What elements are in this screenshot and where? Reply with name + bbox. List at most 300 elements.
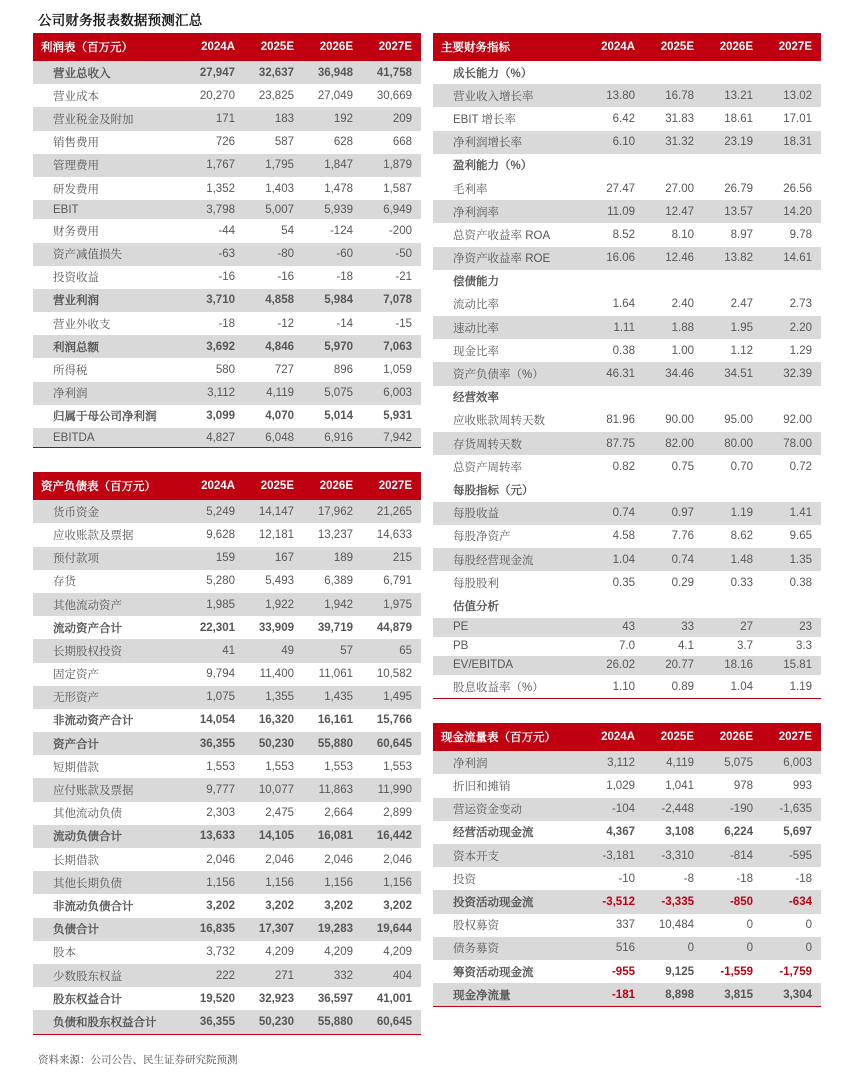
row-value: 17,962 <box>303 500 362 523</box>
table-row <box>33 964 421 987</box>
row-value: -18 <box>762 867 821 890</box>
table-row <box>433 983 821 1006</box>
row-value: 1,403 <box>244 177 303 200</box>
row-label: 销售费用 <box>33 131 185 154</box>
income-statement-head <box>33 33 421 61</box>
table-row <box>33 825 421 848</box>
row-value <box>762 594 821 617</box>
row-value: 13,633 <box>185 825 244 848</box>
row-value: 1,985 <box>185 593 244 616</box>
row-value: 16,835 <box>185 918 244 941</box>
row-value: 32,923 <box>244 987 303 1010</box>
row-value: 16,161 <box>303 709 362 732</box>
row-value: -190 <box>703 798 762 821</box>
row-value: 10,582 <box>362 663 421 686</box>
row-value: 60,645 <box>362 1010 421 1033</box>
row-value: 167 <box>244 547 303 570</box>
table-row <box>433 270 821 293</box>
column-header-2026e: 2026E <box>703 723 762 751</box>
row-value: 1,975 <box>362 593 421 616</box>
row-value: -124 <box>303 219 362 242</box>
row-value: 5,007 <box>244 200 303 219</box>
table-row <box>433 177 821 200</box>
row-value <box>703 61 762 84</box>
row-label: 货币资金 <box>33 500 185 523</box>
table-row <box>433 432 821 455</box>
row-value: -1,635 <box>762 798 821 821</box>
table-row <box>433 751 821 774</box>
column-header-2026e: 2026E <box>303 472 362 500</box>
row-value <box>585 154 644 177</box>
row-value: 1.64 <box>585 293 644 316</box>
row-label: 负债合计 <box>33 918 185 941</box>
column-header-2024a: 2024A <box>185 33 244 61</box>
row-value: 2,046 <box>244 848 303 871</box>
row-label: 营业利润 <box>33 289 185 312</box>
key-indicators-header-label: 主要财务指标 <box>433 33 585 61</box>
row-value: 3,798 <box>185 200 244 219</box>
row-label: 每股净资产 <box>433 525 585 548</box>
row-value: -12 <box>244 312 303 335</box>
table-row <box>33 500 421 523</box>
row-value: 7,942 <box>362 428 421 447</box>
row-label: EV/EBITDA <box>433 656 585 675</box>
table-row <box>433 525 821 548</box>
row-value: 3,202 <box>303 894 362 917</box>
row-value: 27,947 <box>185 61 244 84</box>
row-label: 偿债能力 <box>433 270 585 293</box>
row-value: 1,435 <box>303 686 362 709</box>
row-value: -63 <box>185 243 244 266</box>
row-label: 债务募资 <box>433 937 585 960</box>
table-row <box>33 200 421 219</box>
row-label: 经营活动现金流 <box>433 821 585 844</box>
table-row <box>433 131 821 154</box>
column-header-2027e: 2027E <box>362 472 421 500</box>
row-label: 成长能力（%） <box>433 61 585 84</box>
row-value: -1,559 <box>703 960 762 983</box>
row-value: 32,637 <box>244 61 303 84</box>
table-row <box>433 61 821 84</box>
row-label: 归属于母公司净利润 <box>33 405 185 428</box>
row-label: 非流动资产合计 <box>33 709 185 732</box>
row-value: 23 <box>762 618 821 637</box>
table-row <box>33 547 421 570</box>
row-label: 净利润 <box>433 751 585 774</box>
row-value: 1.35 <box>762 548 821 571</box>
row-label: 流动比率 <box>433 293 585 316</box>
row-value <box>762 154 821 177</box>
row-value: 34.46 <box>644 362 703 385</box>
row-value: 11,990 <box>362 778 421 801</box>
table-row <box>33 570 421 593</box>
row-value: -18 <box>185 312 244 335</box>
row-value: -18 <box>703 867 762 890</box>
row-value: 36,948 <box>303 61 362 84</box>
row-value: 36,355 <box>185 732 244 755</box>
row-value: 5,939 <box>303 200 362 219</box>
row-value: 5,493 <box>244 570 303 593</box>
row-value: 23.19 <box>703 131 762 154</box>
column-header-2027e: 2027E <box>362 33 421 61</box>
row-label: 存货 <box>33 570 185 593</box>
row-value: 580 <box>185 358 244 381</box>
cash-flow-body <box>433 751 821 1006</box>
row-value: 7,063 <box>362 335 421 358</box>
row-value: -814 <box>703 844 762 867</box>
table-row <box>33 289 421 312</box>
row-value: 1,587 <box>362 177 421 200</box>
table-row <box>33 871 421 894</box>
row-value: -200 <box>362 219 421 242</box>
row-value: 1,767 <box>185 154 244 177</box>
row-value: 1,553 <box>362 755 421 778</box>
row-value: 11.09 <box>585 200 644 223</box>
cash-flow-table-wrap <box>433 723 821 1007</box>
row-value: 0 <box>703 937 762 960</box>
row-value: 11,400 <box>244 663 303 686</box>
row-value: 2.73 <box>762 293 821 316</box>
row-value: 0 <box>762 937 821 960</box>
row-value: 183 <box>244 107 303 130</box>
row-value: 1,795 <box>244 154 303 177</box>
row-value: 189 <box>303 547 362 570</box>
row-value: 36,597 <box>303 987 362 1010</box>
balance-sheet-body <box>33 500 421 1033</box>
row-value: -3,512 <box>585 890 644 913</box>
row-value <box>585 478 644 501</box>
table-row <box>433 656 821 675</box>
row-label: 财务费用 <box>33 219 185 242</box>
row-value: 0 <box>762 914 821 937</box>
table-row <box>33 802 421 825</box>
column-header-2027e: 2027E <box>762 723 821 751</box>
income-statement-table <box>33 33 421 447</box>
table-row <box>433 937 821 960</box>
cash-flow-bottom-rule <box>433 1006 821 1007</box>
table-row <box>433 84 821 107</box>
source-note: 资料来源：公司公告、民生证券研究院预测 <box>38 1054 238 1066</box>
table-row <box>33 107 421 130</box>
row-label: 管理费用 <box>33 154 185 177</box>
row-value: 10,077 <box>244 778 303 801</box>
row-value: 50,230 <box>244 1010 303 1033</box>
row-value: 26.56 <box>762 177 821 200</box>
row-label: 应收账款及票据 <box>33 523 185 546</box>
table-row <box>33 1010 421 1033</box>
row-label: 存货周转天数 <box>433 432 585 455</box>
row-value: 41 <box>185 639 244 662</box>
row-value: 5,970 <box>303 335 362 358</box>
row-label: 股东权益合计 <box>33 987 185 1010</box>
row-value: 727 <box>244 358 303 381</box>
table-row <box>433 502 821 525</box>
balance-sheet-head <box>33 472 421 500</box>
row-value: 3,732 <box>185 941 244 964</box>
row-value: -595 <box>762 844 821 867</box>
row-label: 长期借款 <box>33 848 185 871</box>
row-value: 5,075 <box>303 382 362 405</box>
row-value: 3.3 <box>762 637 821 656</box>
row-label: EBIT <box>33 200 185 219</box>
row-value: 0.97 <box>644 502 703 525</box>
row-value <box>762 270 821 293</box>
cash-flow-table <box>433 723 821 1006</box>
row-value: 1,478 <box>303 177 362 200</box>
row-value: 13.82 <box>703 247 762 270</box>
row-value: 36,355 <box>185 1010 244 1033</box>
table-row <box>433 914 821 937</box>
row-value: 587 <box>244 131 303 154</box>
row-label: 短期借款 <box>33 755 185 778</box>
row-value: 159 <box>185 547 244 570</box>
row-label: 其他流动负债 <box>33 802 185 825</box>
row-value: 5,014 <box>303 405 362 428</box>
row-label: 净利润率 <box>433 200 585 223</box>
income-statement-table-wrap <box>33 33 421 448</box>
table-row <box>433 386 821 409</box>
row-label: 流动资产合计 <box>33 616 185 639</box>
row-value: 404 <box>362 964 421 987</box>
row-value: 23,825 <box>244 84 303 107</box>
row-value: 1.10 <box>585 675 644 698</box>
row-value: -3,181 <box>585 844 644 867</box>
table-row <box>33 732 421 755</box>
row-value: 41,001 <box>362 987 421 1010</box>
row-label: EBIT 增长率 <box>433 107 585 130</box>
spacer-left <box>33 448 421 472</box>
row-label: 营业总收入 <box>33 61 185 84</box>
row-value: 92.00 <box>762 409 821 432</box>
row-value: 271 <box>244 964 303 987</box>
row-label: PB <box>433 637 585 656</box>
row-value: 332 <box>303 964 362 987</box>
row-label: 每股指标（元） <box>433 478 585 501</box>
header-row <box>33 33 421 61</box>
row-label: 流动负债合计 <box>33 825 185 848</box>
row-value: 726 <box>185 131 244 154</box>
row-value: 3.7 <box>703 637 762 656</box>
row-value: 9,125 <box>644 960 703 983</box>
table-row <box>433 637 821 656</box>
row-value: 215 <box>362 547 421 570</box>
row-label: 投资活动现金流 <box>433 890 585 913</box>
row-label: 应收账款周转天数 <box>433 409 585 432</box>
row-value: 13.80 <box>585 84 644 107</box>
row-value: 5,280 <box>185 570 244 593</box>
row-value: 50,230 <box>244 732 303 755</box>
row-value: 17.01 <box>762 107 821 130</box>
row-value: 1,156 <box>244 871 303 894</box>
column-header-2027e: 2027E <box>762 33 821 61</box>
row-value: -181 <box>585 983 644 1006</box>
table-row <box>33 131 421 154</box>
balance-sheet-table <box>33 472 421 1033</box>
row-value: 2,664 <box>303 802 362 825</box>
row-label: 现金比率 <box>433 339 585 362</box>
row-label: 营业外收支 <box>33 312 185 335</box>
table-row <box>433 594 821 617</box>
table-row <box>433 844 821 867</box>
row-value: 12.46 <box>644 247 703 270</box>
row-value: 19,644 <box>362 918 421 941</box>
row-value: 5,931 <box>362 405 421 428</box>
row-label: 总资产周转率 <box>433 455 585 478</box>
row-value: 1.95 <box>703 316 762 339</box>
row-value: 5,984 <box>303 289 362 312</box>
row-value: 1,355 <box>244 686 303 709</box>
row-value: 49 <box>244 639 303 662</box>
row-value: 2,046 <box>303 848 362 871</box>
row-value: 18.61 <box>703 107 762 130</box>
row-value: 4.58 <box>585 525 644 548</box>
table-row <box>433 409 821 432</box>
row-value: 4,858 <box>244 289 303 312</box>
table-row <box>33 382 421 405</box>
row-value: 4.1 <box>644 637 703 656</box>
row-value: 20.77 <box>644 656 703 675</box>
key-indicators-head <box>433 33 821 61</box>
column-header-2025e: 2025E <box>244 472 303 500</box>
table-row <box>33 428 421 447</box>
column-header-2024a: 2024A <box>585 723 644 751</box>
row-label: 筹资活动现金流 <box>433 960 585 983</box>
row-value: -16 <box>244 266 303 289</box>
table-row <box>33 61 421 84</box>
row-value: 1.12 <box>703 339 762 362</box>
row-value: -2,448 <box>644 798 703 821</box>
row-value: 16,081 <box>303 825 362 848</box>
row-value: -80 <box>244 243 303 266</box>
row-value: 1,553 <box>185 755 244 778</box>
row-value: 1,847 <box>303 154 362 177</box>
row-value: 0.89 <box>644 675 703 698</box>
row-label: 折旧和摊销 <box>433 774 585 797</box>
table-row <box>33 219 421 242</box>
row-value: 65 <box>362 639 421 662</box>
row-value: 33 <box>644 618 703 637</box>
row-label: 现金净流量 <box>433 983 585 1006</box>
row-value: -14 <box>303 312 362 335</box>
row-value: 54 <box>244 219 303 242</box>
right-column <box>433 33 821 1007</box>
table-row <box>433 200 821 223</box>
row-value: 4,846 <box>244 335 303 358</box>
row-value: 3,202 <box>185 894 244 917</box>
row-value: 0.75 <box>644 455 703 478</box>
row-value <box>585 61 644 84</box>
row-value: 0.33 <box>703 571 762 594</box>
row-value: 2,046 <box>185 848 244 871</box>
row-value: 22,301 <box>185 616 244 639</box>
row-label: 净资产收益率 ROE <box>433 247 585 270</box>
row-value: 7,078 <box>362 289 421 312</box>
row-label: 总资产收益率 ROA <box>433 223 585 246</box>
row-value: -850 <box>703 890 762 913</box>
row-label: 净利润 <box>33 382 185 405</box>
row-value: 14,147 <box>244 500 303 523</box>
row-value: 44,879 <box>362 616 421 639</box>
row-label: EBITDA <box>33 428 185 447</box>
table-row <box>33 335 421 358</box>
row-label: 经营效率 <box>433 386 585 409</box>
table-row <box>433 675 821 698</box>
row-value: 3,202 <box>362 894 421 917</box>
row-value: 55,880 <box>303 1010 362 1033</box>
column-header-2025e: 2025E <box>244 33 303 61</box>
table-row <box>433 107 821 130</box>
row-value: 15.81 <box>762 656 821 675</box>
row-value: 13.21 <box>703 84 762 107</box>
row-label: 非流动负债合计 <box>33 894 185 917</box>
row-label: 固定资产 <box>33 663 185 686</box>
row-label: 毛利率 <box>433 177 585 200</box>
row-value: 2,046 <box>362 848 421 871</box>
income-statement-body <box>33 61 421 447</box>
row-value: 1,156 <box>303 871 362 894</box>
table-row <box>33 358 421 381</box>
row-value: 4,070 <box>244 405 303 428</box>
row-value: 9,794 <box>185 663 244 686</box>
row-value: -16 <box>185 266 244 289</box>
table-row <box>33 918 421 941</box>
column-header-2026e: 2026E <box>303 33 362 61</box>
row-value: 27.00 <box>644 177 703 200</box>
row-value: 3,099 <box>185 405 244 428</box>
row-value: 1.00 <box>644 339 703 362</box>
row-value: 5,249 <box>185 500 244 523</box>
table-row <box>33 755 421 778</box>
row-value: 10,484 <box>644 914 703 937</box>
row-value: 628 <box>303 131 362 154</box>
header-row <box>433 723 821 751</box>
row-label: 营业收入增长率 <box>433 84 585 107</box>
row-value: 26.79 <box>703 177 762 200</box>
row-value: 3,112 <box>585 751 644 774</box>
row-value: -18 <box>303 266 362 289</box>
row-value: 192 <box>303 107 362 130</box>
row-value: 1,156 <box>362 871 421 894</box>
row-value: 1,059 <box>362 358 421 381</box>
row-value: 5,075 <box>703 751 762 774</box>
row-label: 其他长期负债 <box>33 871 185 894</box>
row-value <box>585 594 644 617</box>
row-value: 2,303 <box>185 802 244 825</box>
row-value: 6,916 <box>303 428 362 447</box>
table-row <box>33 663 421 686</box>
row-label: 每股经营现金流 <box>433 548 585 571</box>
table-row <box>433 223 821 246</box>
row-value: 39,719 <box>303 616 362 639</box>
row-label: 少数股东权益 <box>33 964 185 987</box>
table-row <box>33 987 421 1010</box>
row-value: 3,304 <box>762 983 821 1006</box>
row-label: 研发费用 <box>33 177 185 200</box>
row-value: 4,209 <box>244 941 303 964</box>
header-row <box>33 472 421 500</box>
table-row <box>433 339 821 362</box>
row-value: 8.52 <box>585 223 644 246</box>
column-header-2025e: 2025E <box>644 33 703 61</box>
row-label: 无形资产 <box>33 686 185 709</box>
row-value: 978 <box>703 774 762 797</box>
row-value: 18.16 <box>703 656 762 675</box>
spacer-right <box>433 699 821 723</box>
row-label: 长期股权投资 <box>33 639 185 662</box>
row-label: 净利润增长率 <box>433 131 585 154</box>
row-value: 78.00 <box>762 432 821 455</box>
row-label: 应付账款及票据 <box>33 778 185 801</box>
